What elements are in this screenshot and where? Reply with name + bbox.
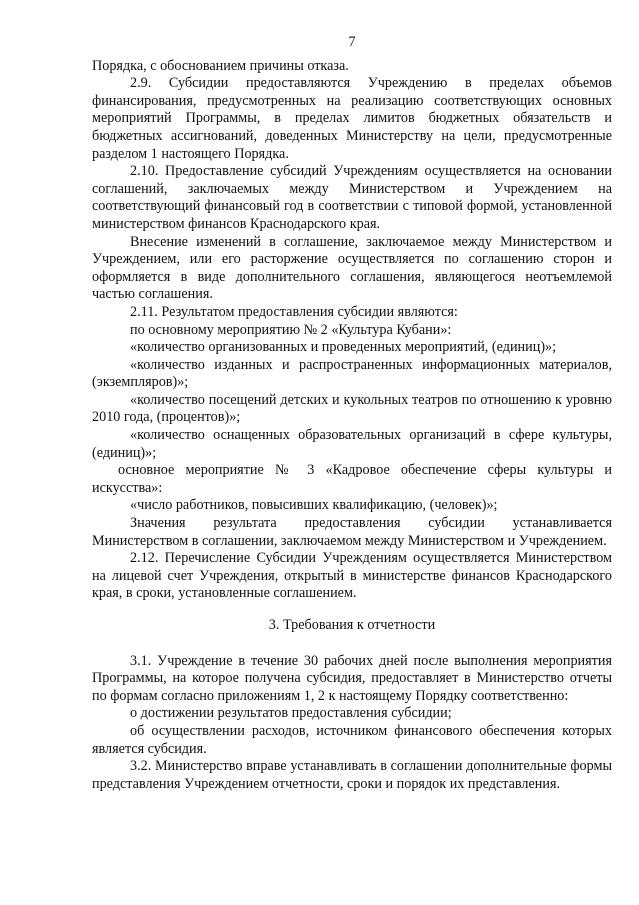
paragraphs-after-section <box>92 653 612 794</box>
paragraph: 3.2. Министерство вправе устанавливать в соглашении дополнительные формы представления Учреждением отчетности, сроки и порядок их представления. <box>92 758 612 792</box>
paragraph: «количество организованных и проведенных мероприятий, (единиц)»; <box>130 339 557 356</box>
document-page <box>92 34 612 793</box>
paragraph: об осуществлении расходов, источником финансового обеспечения которых является субсидия. <box>92 722 612 757</box>
paragraph: основное мероприятие № 3 «Кадровое обеспечение сферы культуры и искусства»: <box>92 462 612 496</box>
paragraphs-before-section <box>92 58 612 603</box>
paragraph: «количество посещений детских и кукольных театров по отношению к уровню 2010 года, (процентов)»; <box>92 391 612 426</box>
paragraph: 3.1. Учреждение в течение 30 рабочих дней после выполнения мероприятия Программы, на которое получена субсидия, предоставляет в Министерство отчеты по формам согласно приложениям 1, 2 к настоящему Порядку соответственно: <box>92 652 612 704</box>
paragraph: 2.11. Результатом предоставления субсидии являются: <box>130 303 458 320</box>
paragraph: Внесение изменений в соглашение, заключаемое между Министерством и Учреждением, или его расторжение осуществляется по соглашению сторон и оформляется в виде дополнительного соглашения, являющегося неотъемлемой частью соглашения. <box>92 233 612 303</box>
paragraph: 2.9. Субсидии предоставляются Учреждению в пределах объемов финансирования, предусмотренных на реализацию соответствующих основных мероприятий Программы, в пределах лимитов бюджетных обязательств и бюджетных ассигнований, доведенных Министерству на цели, предусмотренные разделом 1 настоящего Порядка. <box>92 75 612 162</box>
paragraph: по основному мероприятию № 2 «Культура Кубани»: <box>130 321 452 338</box>
paragraph: «количество изданных и распространенных информационных материалов, (экземпляров)»; <box>92 356 612 391</box>
paragraph: 2.12. Перечисление Субсидии Учреждениям осуществляется Министерством на лицевой счет Учреждения, открытый в министерстве финансов Краснодарского края, в сроки, установленные соглашением. <box>92 550 612 602</box>
paragraph: о достижении результатов предоставления субсидии; <box>130 705 452 722</box>
section-heading: 3. Требования к отчетности <box>268 617 436 633</box>
page-number: 7 <box>348 34 356 50</box>
paragraph: Порядка, с обоснованием причины отказа. <box>92 57 349 74</box>
paragraph: Значения результата предоставления субсидии устанавливается Министерством в соглашении, заключаемом между Министерством и Учреждением. <box>92 515 612 549</box>
paragraph: 2.10. Предоставление субсидий Учреждениям осуществляется на основании соглашений, заключаемых между Министерством и Учреждением на соответствующий финансовый год в соответствии с типовой формой, установленной министерством финансов Краснодарского края. <box>92 163 612 232</box>
paragraph: «число работников, повысивших квалификацию, (человек)»; <box>130 497 498 514</box>
paragraph: «количество оснащенных образовательных организаций в сфере культуры, (единиц)»; <box>92 427 612 461</box>
